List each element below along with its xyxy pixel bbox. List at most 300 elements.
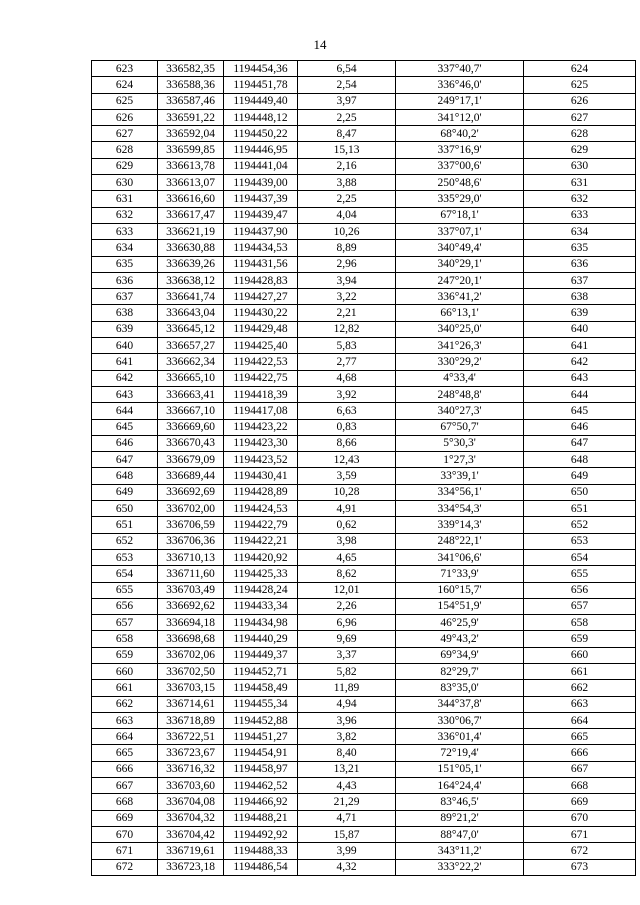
- x-coordinate-cell: 336706,36: [158, 533, 224, 549]
- table-row: [92, 191, 636, 207]
- table-row: [92, 631, 636, 647]
- distance-cell: 4,68: [298, 370, 396, 386]
- y-coordinate-cell: 1194418,39: [224, 386, 298, 402]
- next-point-number-cell: 663: [524, 696, 636, 712]
- point-number-cell: 638: [92, 305, 158, 321]
- table-row: [92, 533, 636, 549]
- x-coordinate-cell: 336599,85: [158, 142, 224, 158]
- bearing-cell: 343°11,2': [396, 843, 524, 859]
- point-number-cell: 633: [92, 223, 158, 239]
- bearing-cell: 46°25,9': [396, 615, 524, 631]
- next-point-number-cell: 632: [524, 191, 636, 207]
- bearing-cell: 249°17,1': [396, 93, 524, 109]
- point-number-cell: 624: [92, 77, 158, 93]
- bearing-cell: 248°22,1': [396, 533, 524, 549]
- x-coordinate-cell: 336723,18: [158, 859, 224, 875]
- point-number-cell: 632: [92, 207, 158, 223]
- distance-cell: 10,28: [298, 484, 396, 500]
- bearing-cell: 4°33,4': [396, 370, 524, 386]
- table-row: [92, 484, 636, 500]
- point-number-cell: 636: [92, 272, 158, 288]
- y-coordinate-cell: 1194452,88: [224, 712, 298, 728]
- distance-cell: 3,82: [298, 729, 396, 745]
- y-coordinate-cell: 1194451,27: [224, 729, 298, 745]
- bearing-cell: 69°34,9': [396, 647, 524, 663]
- next-point-number-cell: 649: [524, 468, 636, 484]
- bearing-cell: 337°16,9': [396, 142, 524, 158]
- distance-cell: 0,62: [298, 517, 396, 533]
- y-coordinate-cell: 1194446,95: [224, 142, 298, 158]
- point-number-cell: 653: [92, 549, 158, 565]
- bearing-cell: 72°19,4': [396, 745, 524, 761]
- bearing-cell: 340°25,0': [396, 321, 524, 337]
- y-coordinate-cell: 1194434,53: [224, 240, 298, 256]
- y-coordinate-cell: 1194439,47: [224, 207, 298, 223]
- bearing-cell: 341°12,0': [396, 109, 524, 125]
- distance-cell: 13,21: [298, 761, 396, 777]
- next-point-number-cell: 656: [524, 582, 636, 598]
- next-point-number-cell: 624: [524, 61, 636, 77]
- x-coordinate-cell: 336616,60: [158, 191, 224, 207]
- table-row: [92, 256, 636, 272]
- y-coordinate-cell: 1194427,27: [224, 289, 298, 305]
- table-row: [92, 126, 636, 142]
- distance-cell: 3,98: [298, 533, 396, 549]
- point-number-cell: 669: [92, 810, 158, 826]
- x-coordinate-cell: 336692,69: [158, 484, 224, 500]
- next-point-number-cell: 639: [524, 305, 636, 321]
- distance-cell: 4,94: [298, 696, 396, 712]
- coordinate-table: [91, 60, 636, 876]
- bearing-cell: 154°51,9': [396, 598, 524, 614]
- y-coordinate-cell: 1194450,22: [224, 126, 298, 142]
- y-coordinate-cell: 1194422,75: [224, 370, 298, 386]
- table-row: [92, 109, 636, 125]
- table-row: [92, 354, 636, 370]
- x-coordinate-cell: 336698,68: [158, 631, 224, 647]
- y-coordinate-cell: 1194429,48: [224, 321, 298, 337]
- next-point-number-cell: 665: [524, 729, 636, 745]
- point-number-cell: 639: [92, 321, 158, 337]
- y-coordinate-cell: 1194455,34: [224, 696, 298, 712]
- bearing-cell: 151°05,1': [396, 761, 524, 777]
- table-row: [92, 598, 636, 614]
- y-coordinate-cell: 1194428,24: [224, 582, 298, 598]
- bearing-cell: 344°37,8': [396, 696, 524, 712]
- x-coordinate-cell: 336702,50: [158, 663, 224, 679]
- y-coordinate-cell: 1194423,22: [224, 419, 298, 435]
- y-coordinate-cell: 1194434,98: [224, 615, 298, 631]
- x-coordinate-cell: 336692,62: [158, 598, 224, 614]
- point-number-cell: 672: [92, 859, 158, 875]
- point-number-cell: 655: [92, 582, 158, 598]
- y-coordinate-cell: 1194422,79: [224, 517, 298, 533]
- distance-cell: 15,87: [298, 826, 396, 842]
- distance-cell: 2,77: [298, 354, 396, 370]
- next-point-number-cell: 644: [524, 386, 636, 402]
- x-coordinate-cell: 336711,60: [158, 566, 224, 582]
- distance-cell: 0,83: [298, 419, 396, 435]
- next-point-number-cell: 652: [524, 517, 636, 533]
- point-number-cell: 649: [92, 484, 158, 500]
- x-coordinate-cell: 336617,47: [158, 207, 224, 223]
- distance-cell: 2,16: [298, 158, 396, 174]
- table-row: [92, 321, 636, 337]
- x-coordinate-cell: 336662,34: [158, 354, 224, 370]
- distance-cell: 8,89: [298, 240, 396, 256]
- table-row: [92, 403, 636, 419]
- y-coordinate-cell: 1194425,33: [224, 566, 298, 582]
- bearing-cell: 330°06,7': [396, 712, 524, 728]
- x-coordinate-cell: 336667,10: [158, 403, 224, 419]
- bearing-cell: 67°18,1': [396, 207, 524, 223]
- point-number-cell: 646: [92, 435, 158, 451]
- y-coordinate-cell: 1194441,04: [224, 158, 298, 174]
- bearing-cell: 336°46,0': [396, 77, 524, 93]
- y-coordinate-cell: 1194452,71: [224, 663, 298, 679]
- bearing-cell: 83°46,5': [396, 794, 524, 810]
- distance-cell: 4,71: [298, 810, 396, 826]
- y-coordinate-cell: 1194454,36: [224, 61, 298, 77]
- bearing-cell: 334°56,1': [396, 484, 524, 500]
- distance-cell: 3,22: [298, 289, 396, 305]
- y-coordinate-cell: 1194458,49: [224, 680, 298, 696]
- bearing-cell: 71°33,9': [396, 566, 524, 582]
- table-row: [92, 272, 636, 288]
- table-row: [92, 549, 636, 565]
- next-point-number-cell: 627: [524, 109, 636, 125]
- table-row: [92, 843, 636, 859]
- table-row: [92, 452, 636, 468]
- point-number-cell: 651: [92, 517, 158, 533]
- bearing-cell: 49°43,2': [396, 631, 524, 647]
- x-coordinate-cell: 336645,12: [158, 321, 224, 337]
- next-point-number-cell: 640: [524, 321, 636, 337]
- table-row: [92, 142, 636, 158]
- point-number-cell: 629: [92, 158, 158, 174]
- distance-cell: 8,40: [298, 745, 396, 761]
- table-row: [92, 729, 636, 745]
- x-coordinate-cell: 336710,13: [158, 549, 224, 565]
- table-row: [92, 289, 636, 305]
- point-number-cell: 647: [92, 452, 158, 468]
- x-coordinate-cell: 336689,44: [158, 468, 224, 484]
- x-coordinate-cell: 336643,04: [158, 305, 224, 321]
- distance-cell: 3,99: [298, 843, 396, 859]
- table-row: [92, 826, 636, 842]
- x-coordinate-cell: 336630,88: [158, 240, 224, 256]
- bearing-cell: 33°39,1': [396, 468, 524, 484]
- distance-cell: 3,94: [298, 272, 396, 288]
- next-point-number-cell: 662: [524, 680, 636, 696]
- bearing-cell: 333°22,2': [396, 859, 524, 875]
- next-point-number-cell: 657: [524, 598, 636, 614]
- table-row: [92, 582, 636, 598]
- y-coordinate-cell: 1194451,78: [224, 77, 298, 93]
- distance-cell: 8,66: [298, 435, 396, 451]
- bearing-cell: 160°15,7': [396, 582, 524, 598]
- point-number-cell: 625: [92, 93, 158, 109]
- table-row: [92, 175, 636, 191]
- table-row: [92, 810, 636, 826]
- table-row: [92, 158, 636, 174]
- x-coordinate-cell: 336723,67: [158, 745, 224, 761]
- point-number-cell: 670: [92, 826, 158, 842]
- x-coordinate-cell: 336704,42: [158, 826, 224, 842]
- table-row: [92, 517, 636, 533]
- distance-cell: 2,21: [298, 305, 396, 321]
- table-row: [92, 468, 636, 484]
- distance-cell: 3,88: [298, 175, 396, 191]
- point-number-cell: 643: [92, 386, 158, 402]
- x-coordinate-cell: 336592,04: [158, 126, 224, 142]
- next-point-number-cell: 638: [524, 289, 636, 305]
- distance-cell: 3,96: [298, 712, 396, 728]
- distance-cell: 5,82: [298, 663, 396, 679]
- table-row: [92, 663, 636, 679]
- next-point-number-cell: 660: [524, 647, 636, 663]
- distance-cell: 12,01: [298, 582, 396, 598]
- bearing-cell: 341°26,3': [396, 338, 524, 354]
- bearing-cell: 337°00,6': [396, 158, 524, 174]
- distance-cell: 9,69: [298, 631, 396, 647]
- y-coordinate-cell: 1194425,40: [224, 338, 298, 354]
- x-coordinate-cell: 336703,60: [158, 778, 224, 794]
- y-coordinate-cell: 1194428,83: [224, 272, 298, 288]
- bearing-cell: 1°27,3': [396, 452, 524, 468]
- distance-cell: 2,26: [298, 598, 396, 614]
- table-row: [92, 240, 636, 256]
- distance-cell: 4,65: [298, 549, 396, 565]
- bearing-cell: 247°20,1': [396, 272, 524, 288]
- point-number-cell: 656: [92, 598, 158, 614]
- table-row: [92, 386, 636, 402]
- x-coordinate-cell: 336638,12: [158, 272, 224, 288]
- point-number-cell: 664: [92, 729, 158, 745]
- next-point-number-cell: 635: [524, 240, 636, 256]
- next-point-number-cell: 661: [524, 663, 636, 679]
- y-coordinate-cell: 1194433,34: [224, 598, 298, 614]
- y-coordinate-cell: 1194437,39: [224, 191, 298, 207]
- next-point-number-cell: 645: [524, 403, 636, 419]
- next-point-number-cell: 626: [524, 93, 636, 109]
- point-number-cell: 652: [92, 533, 158, 549]
- distance-cell: 11,89: [298, 680, 396, 696]
- x-coordinate-cell: 336694,18: [158, 615, 224, 631]
- point-number-cell: 650: [92, 501, 158, 517]
- table-row: [92, 778, 636, 794]
- bearing-cell: 337°40,7': [396, 61, 524, 77]
- distance-cell: 12,43: [298, 452, 396, 468]
- x-coordinate-cell: 336719,61: [158, 843, 224, 859]
- y-coordinate-cell: 1194466,92: [224, 794, 298, 810]
- table-row: [92, 761, 636, 777]
- table-row: [92, 207, 636, 223]
- next-point-number-cell: 654: [524, 549, 636, 565]
- distance-cell: 8,47: [298, 126, 396, 142]
- y-coordinate-cell: 1194454,91: [224, 745, 298, 761]
- table-row: [92, 712, 636, 728]
- point-number-cell: 654: [92, 566, 158, 582]
- next-point-number-cell: 628: [524, 126, 636, 142]
- y-coordinate-cell: 1194430,41: [224, 468, 298, 484]
- y-coordinate-cell: 1194422,21: [224, 533, 298, 549]
- point-number-cell: 645: [92, 419, 158, 435]
- distance-cell: 6,96: [298, 615, 396, 631]
- point-number-cell: 659: [92, 647, 158, 663]
- table-row: [92, 93, 636, 109]
- bearing-cell: 5°30,3': [396, 435, 524, 451]
- x-coordinate-cell: 336669,60: [158, 419, 224, 435]
- table-row: [92, 745, 636, 761]
- table-body: [92, 61, 636, 876]
- point-number-cell: 637: [92, 289, 158, 305]
- table-row: [92, 61, 636, 77]
- y-coordinate-cell: 1194420,92: [224, 549, 298, 565]
- y-coordinate-cell: 1194448,12: [224, 109, 298, 125]
- distance-cell: 5,83: [298, 338, 396, 354]
- bearing-cell: 82°29,7': [396, 663, 524, 679]
- y-coordinate-cell: 1194488,21: [224, 810, 298, 826]
- y-coordinate-cell: 1194423,30: [224, 435, 298, 451]
- point-number-cell: 666: [92, 761, 158, 777]
- table-row: [92, 566, 636, 582]
- point-number-cell: 644: [92, 403, 158, 419]
- distance-cell: 21,29: [298, 794, 396, 810]
- bearing-cell: 66°13,1': [396, 305, 524, 321]
- bearing-cell: 330°29,2': [396, 354, 524, 370]
- bearing-cell: 340°27,3': [396, 403, 524, 419]
- bearing-cell: 248°48,8': [396, 386, 524, 402]
- table-row: [92, 615, 636, 631]
- bearing-cell: 336°41,2': [396, 289, 524, 305]
- point-number-cell: 634: [92, 240, 158, 256]
- x-coordinate-cell: 336679,09: [158, 452, 224, 468]
- table-row: [92, 419, 636, 435]
- bearing-cell: 89°21,2': [396, 810, 524, 826]
- table-row: [92, 501, 636, 517]
- distance-cell: 4,32: [298, 859, 396, 875]
- bearing-cell: 164°24,4': [396, 778, 524, 794]
- y-coordinate-cell: 1194449,37: [224, 647, 298, 663]
- bearing-cell: 336°01,4': [396, 729, 524, 745]
- point-number-cell: 658: [92, 631, 158, 647]
- distance-cell: 4,43: [298, 778, 396, 794]
- next-point-number-cell: 648: [524, 452, 636, 468]
- y-coordinate-cell: 1194449,40: [224, 93, 298, 109]
- next-point-number-cell: 647: [524, 435, 636, 451]
- bearing-cell: 337°07,1': [396, 223, 524, 239]
- table-row: [92, 647, 636, 663]
- distance-cell: 4,91: [298, 501, 396, 517]
- y-coordinate-cell: 1194428,89: [224, 484, 298, 500]
- y-coordinate-cell: 1194424,53: [224, 501, 298, 517]
- x-coordinate-cell: 336704,32: [158, 810, 224, 826]
- table-row: [92, 223, 636, 239]
- distance-cell: 2,25: [298, 109, 396, 125]
- y-coordinate-cell: 1194458,97: [224, 761, 298, 777]
- distance-cell: 2,96: [298, 256, 396, 272]
- x-coordinate-cell: 336588,36: [158, 77, 224, 93]
- distance-cell: 12,82: [298, 321, 396, 337]
- next-point-number-cell: 664: [524, 712, 636, 728]
- next-point-number-cell: 629: [524, 142, 636, 158]
- point-number-cell: 630: [92, 175, 158, 191]
- distance-cell: 3,92: [298, 386, 396, 402]
- table-row: [92, 338, 636, 354]
- next-point-number-cell: 672: [524, 843, 636, 859]
- bearing-cell: 340°49,4': [396, 240, 524, 256]
- next-point-number-cell: 651: [524, 501, 636, 517]
- bearing-cell: 250°48,6': [396, 175, 524, 191]
- point-number-cell: 642: [92, 370, 158, 386]
- distance-cell: 6,63: [298, 403, 396, 419]
- next-point-number-cell: 655: [524, 566, 636, 582]
- point-number-cell: 663: [92, 712, 158, 728]
- table-row: [92, 680, 636, 696]
- y-coordinate-cell: 1194431,56: [224, 256, 298, 272]
- next-point-number-cell: 670: [524, 810, 636, 826]
- next-point-number-cell: 666: [524, 745, 636, 761]
- point-number-cell: 667: [92, 778, 158, 794]
- point-number-cell: 648: [92, 468, 158, 484]
- x-coordinate-cell: 336706,59: [158, 517, 224, 533]
- distance-cell: 3,59: [298, 468, 396, 484]
- next-point-number-cell: 637: [524, 272, 636, 288]
- next-point-number-cell: 630: [524, 158, 636, 174]
- next-point-number-cell: 625: [524, 77, 636, 93]
- point-number-cell: 626: [92, 109, 158, 125]
- x-coordinate-cell: 336613,07: [158, 175, 224, 191]
- point-number-cell: 657: [92, 615, 158, 631]
- page-number: 14: [313, 37, 327, 52]
- bearing-cell: 339°14,3': [396, 517, 524, 533]
- point-number-cell: 665: [92, 745, 158, 761]
- y-coordinate-cell: 1194422,53: [224, 354, 298, 370]
- bearing-cell: 340°29,1': [396, 256, 524, 272]
- point-number-cell: 660: [92, 663, 158, 679]
- next-point-number-cell: 633: [524, 207, 636, 223]
- distance-cell: 8,62: [298, 566, 396, 582]
- next-point-number-cell: 673: [524, 859, 636, 875]
- y-coordinate-cell: 1194417,08: [224, 403, 298, 419]
- y-coordinate-cell: 1194488,33: [224, 843, 298, 859]
- x-coordinate-cell: 336591,22: [158, 109, 224, 125]
- x-coordinate-cell: 336613,78: [158, 158, 224, 174]
- distance-cell: 6,54: [298, 61, 396, 77]
- point-number-cell: 671: [92, 843, 158, 859]
- next-point-number-cell: 669: [524, 794, 636, 810]
- table-row: [92, 696, 636, 712]
- bearing-cell: 334°54,3': [396, 501, 524, 517]
- point-number-cell: 668: [92, 794, 158, 810]
- distance-cell: 3,97: [298, 93, 396, 109]
- point-number-cell: 640: [92, 338, 158, 354]
- x-coordinate-cell: 336703,49: [158, 582, 224, 598]
- bearing-cell: 335°29,0': [396, 191, 524, 207]
- next-point-number-cell: 634: [524, 223, 636, 239]
- x-coordinate-cell: 336587,46: [158, 93, 224, 109]
- next-point-number-cell: 650: [524, 484, 636, 500]
- x-coordinate-cell: 336714,61: [158, 696, 224, 712]
- distance-cell: 4,04: [298, 207, 396, 223]
- x-coordinate-cell: 336665,10: [158, 370, 224, 386]
- y-coordinate-cell: 1194486,54: [224, 859, 298, 875]
- next-point-number-cell: 671: [524, 826, 636, 842]
- x-coordinate-cell: 336657,27: [158, 338, 224, 354]
- x-coordinate-cell: 336641,74: [158, 289, 224, 305]
- next-point-number-cell: 646: [524, 419, 636, 435]
